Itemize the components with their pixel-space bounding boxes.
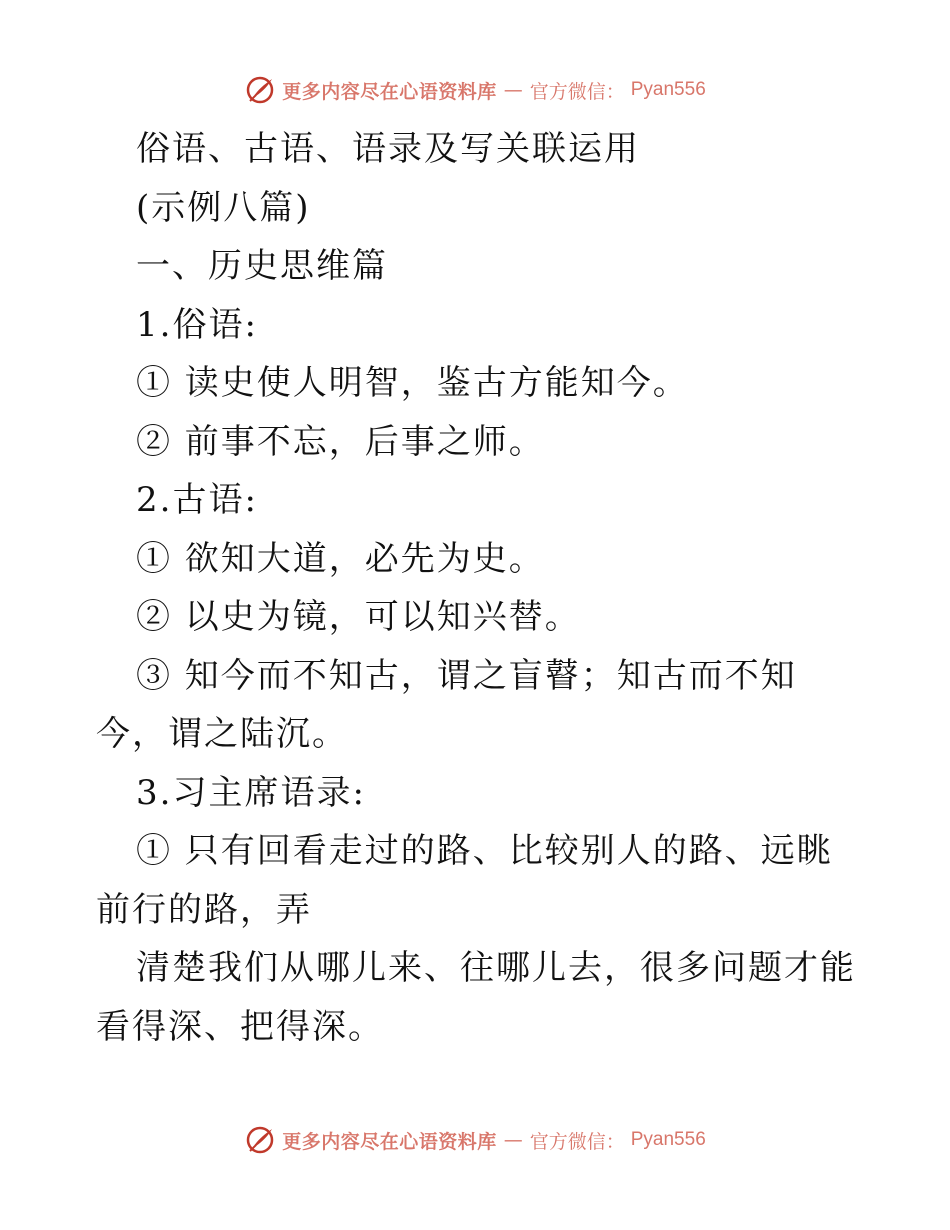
footer-banner-content	[244, 1124, 706, 1156]
header-official-label: 官方微信：	[529, 80, 625, 103]
item-text: ② 以史为镜，可以知兴替。	[136, 597, 581, 637]
item-text: ① 欲知大道，必先为史。	[136, 538, 545, 579]
item-text: ① 只有回看走过的路、比较别人的路、远眺前行的路，弄	[96, 831, 833, 930]
item-heading: 2.古语:	[136, 480, 258, 520]
document-subtitle: (示例八篇)	[136, 187, 311, 228]
header-site-text: 更多内容尽在心语资料库	[282, 80, 497, 103]
footer-dash: —	[503, 1129, 523, 1151]
item-text: ① 读史使人明智，鉴古方能知今。	[136, 363, 689, 403]
header-wechat-id: Pyan556	[630, 79, 706, 100]
item-text: ② 前事不忘，后事之师。	[136, 421, 545, 462]
document-title: 俗语、古语、语录及写关联运用	[136, 129, 640, 169]
footer-site-text: 更多内容尽在心语资料库	[282, 1130, 497, 1153]
feather-quill-logo-icon	[244, 74, 276, 106]
footer-wechat-id: Pyan556	[630, 1129, 706, 1150]
item-text: ③ 知今而不知古，谓之盲瞽；知古而不知今，谓之陆沉。	[96, 655, 797, 754]
item-text: 清楚我们从哪儿来、往哪儿去，很多问题才能看得深、把得深。	[96, 948, 856, 1047]
item-heading: 1.俗语:	[136, 304, 258, 345]
footer-official-label: 官方微信：	[529, 1130, 625, 1153]
feather-quill-logo-icon	[244, 1124, 276, 1156]
header-banner	[0, 74, 950, 106]
footer-banner	[0, 1124, 950, 1156]
header-banner-content	[244, 74, 706, 106]
header-dash: —	[503, 79, 523, 101]
section-heading: 一、历史思维篇	[136, 246, 388, 286]
item-heading: 3.习主席语录:	[136, 772, 366, 813]
document-body	[96, 120, 856, 1056]
